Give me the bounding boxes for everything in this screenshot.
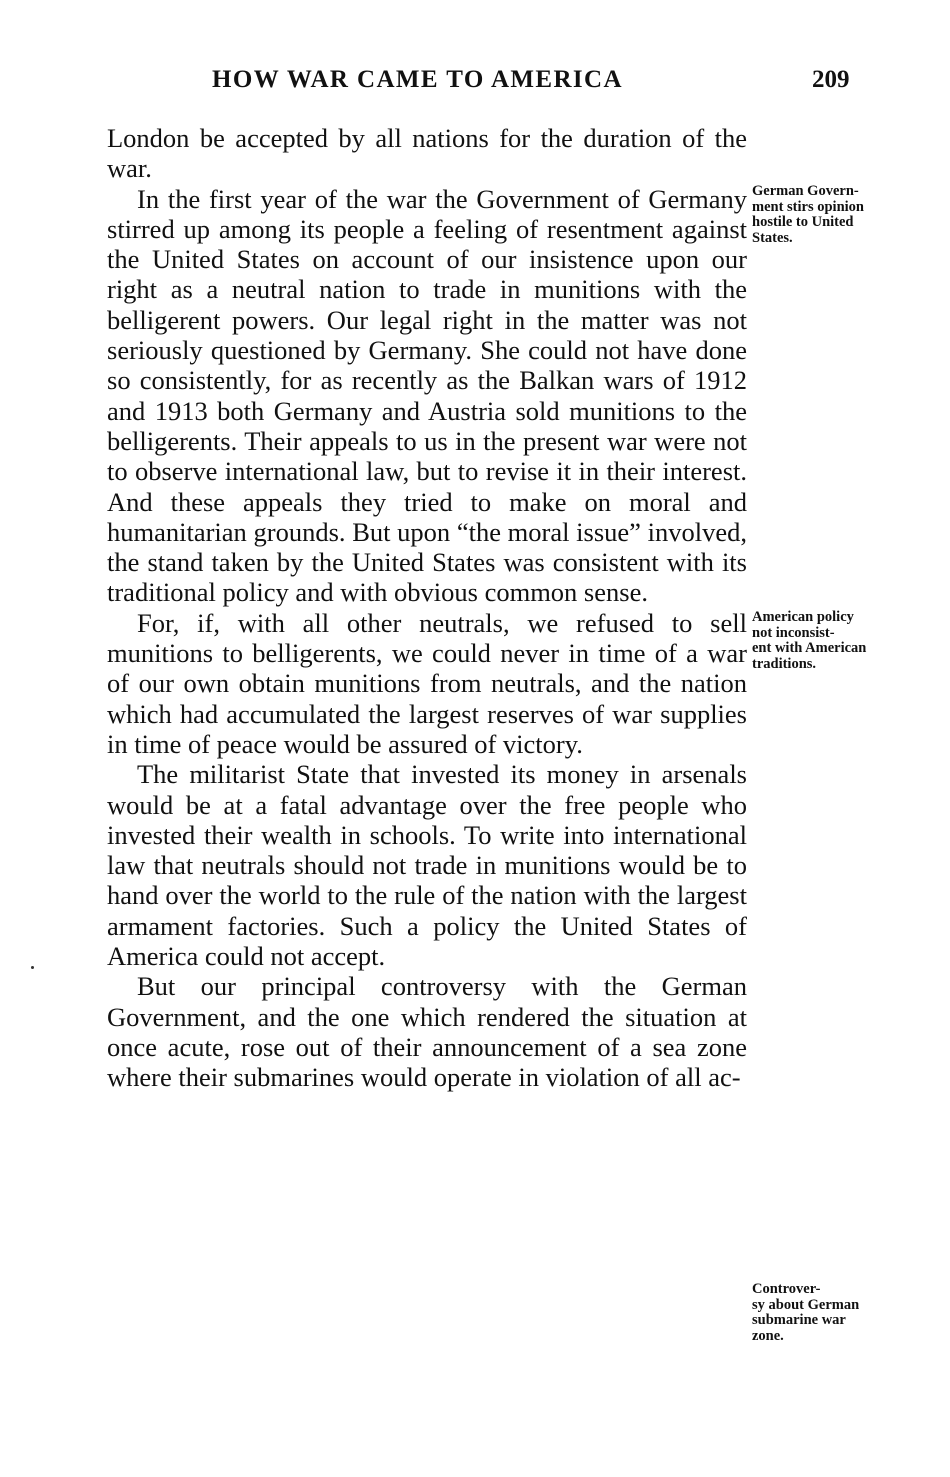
sidenote-german-government: German Govern- ment stirs opinion hostile to United States. xyxy=(752,183,864,246)
paragraph-militarist-state: The militarist State that invested its money in arsenals would be at a fatal advantage over the free people who invested their wealth in schools. To write into international law that neutrals should not trade in munitions would be to hand over the world to the rule of the nation with the largest armament factories. Such a policy the United States of America could not accept. xyxy=(107,759,747,972)
paragraph-german-resentment: In the first year of the war the Government of Germany stirred up among its people a feeling of resentment against the United States on account of our insistence upon our right as a neutral nation to trade in munitions with the belligerent powers. Our legal right in the matter was not seriously questioned by Germany. She could not have done so consistently, for as recently as the Balkan wars of 1912 and 1913 both Germany and Austria sold munitions to the belligerents. Their appeals to us in the present war were not to observe international law, but to revise it in their interest. And these appeals they tried to make on moral and humanitarian grounds. But upon “the moral issue” involved, the stand taken by the United States was consistent with its traditional policy and with obvious common sense. xyxy=(107,183,747,608)
sidenote-american-policy: American policy not inconsist- ent with American traditions. xyxy=(752,609,867,672)
paragraph-continued: London be accepted by all nations for the duration of the war. xyxy=(107,123,747,184)
paragraph-neutral-munitions: For, if, with all other neutrals, we refused to sell munitions to belligerents, we could never in time of a war of our own obtain munitions from neutrals, and the nation which had accumulated the largest reserves of war supplies in time of peace would be assured of victory. xyxy=(107,607,747,759)
body-text xyxy=(107,123,747,1093)
sidenote-submarine-war-zone: Controver- sy about German submarine war zone. xyxy=(752,1281,860,1344)
paragraph-submarine-controversy: But our principal controversy with the German Government, and the one which rendered the situation at once acute, rose out of their announcement of a sea zone where their submarines would operate in violation of all ac- xyxy=(107,971,747,1093)
page-header xyxy=(0,66,950,106)
page-number: 209 xyxy=(812,66,850,93)
stray-ink-mark xyxy=(31,966,34,969)
running-title: HOW WAR CAME TO AMERICA xyxy=(212,66,623,93)
